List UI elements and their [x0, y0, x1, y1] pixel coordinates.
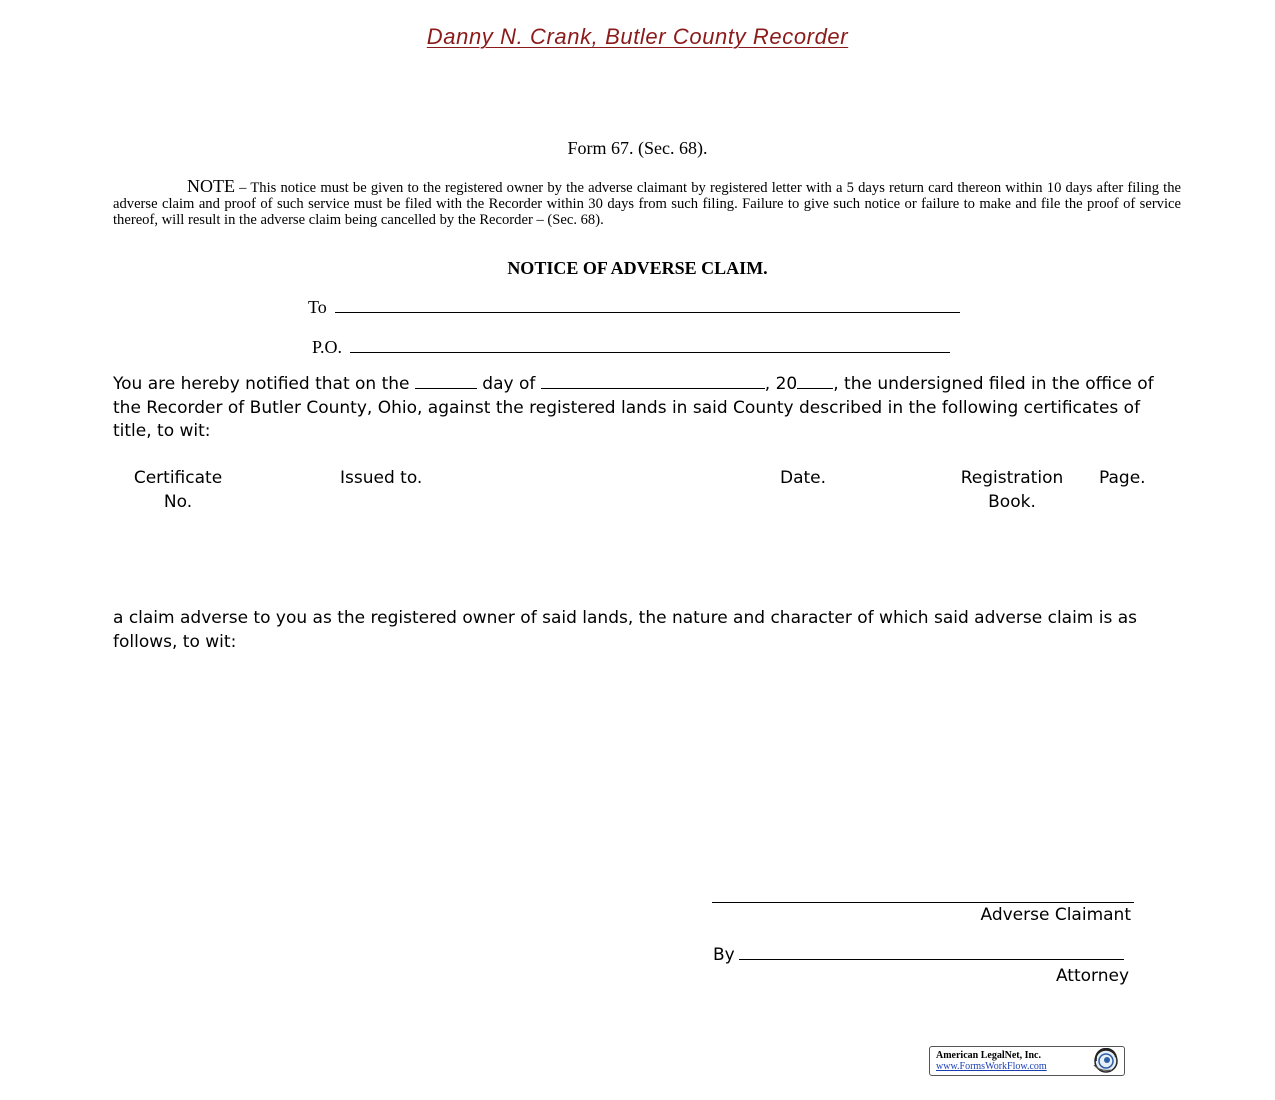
po-field[interactable] — [350, 336, 950, 353]
by-row — [713, 945, 1124, 965]
notification-text-1: You are hereby notified that on the — [113, 374, 415, 394]
notice-heading: NOTICE OF ADVERSE CLAIM. — [507, 258, 768, 278]
to-field[interactable] — [335, 296, 960, 313]
publisher-name: American LegalNet, Inc. — [936, 1050, 1041, 1061]
note-paragraph — [113, 178, 1181, 229]
attorney-signature-line[interactable] — [739, 945, 1124, 960]
month-field[interactable] — [541, 374, 765, 389]
globe-icon — [1088, 1048, 1122, 1074]
note-text: – This notice must be given to the registered owner by the adverse claimant by registered letter with a 5 days return card thereon within 10 days after filing the adverse claim and proof of such service must be filed with the Recorder within 30 days from such filing. Failure to give such notice or failure to make and file the proof of service thereof, will result in the adverse claim being cancelled by the Recorder – (Sec. 68). — [113, 180, 1181, 229]
recorder-header-title: Danny N. Crank, Butler County Recorder — [426, 24, 849, 49]
adverse-claimant-label: Adverse Claimant — [980, 905, 1131, 925]
attorney-label: Attorney — [1055, 966, 1129, 986]
registration-label: Registration — [960, 468, 1064, 488]
to-label: To — [308, 297, 327, 317]
day-field[interactable] — [415, 374, 477, 389]
form-number: Form 67. (Sec. 68). — [567, 138, 708, 158]
claim-paragraph: a claim adverse to you as the registered owner of said lands, the nature and character of which said adverse claim is as follows, to wit: — [113, 608, 1138, 652]
book-label: Book. — [988, 491, 1036, 512]
column-header-date: Date. — [780, 468, 827, 488]
po-label: P.O. — [312, 337, 343, 357]
year-field[interactable] — [797, 374, 833, 389]
notification-text-3: , 20 — [764, 374, 798, 394]
notification-text-4: , the undersigned filed in the office of the Recorder of Butler County, Ohio, against the registered lands in said County described in the following certificates of title, to wit: — [113, 374, 1154, 441]
notification-text-2: day of — [476, 374, 541, 394]
publisher-badge[interactable] — [929, 1046, 1125, 1076]
column-header-certificate — [118, 467, 238, 514]
by-label: By — [713, 945, 735, 965]
to-row — [308, 296, 960, 318]
po-row — [312, 336, 950, 358]
claimant-signature-line[interactable] — [712, 902, 1134, 903]
column-header-page: Page. — [1099, 468, 1146, 488]
certificate-no-label: No. — [163, 491, 193, 512]
column-header-issued-to: Issued to. — [340, 468, 423, 488]
notification-paragraph — [113, 373, 1183, 444]
note-label: NOTE — [187, 176, 235, 196]
publisher-link[interactable]: www.FormsWorkFlow.com — [936, 1061, 1047, 1072]
column-header-registration-book — [946, 467, 1078, 514]
certificate-label: Certificate — [133, 468, 223, 488]
